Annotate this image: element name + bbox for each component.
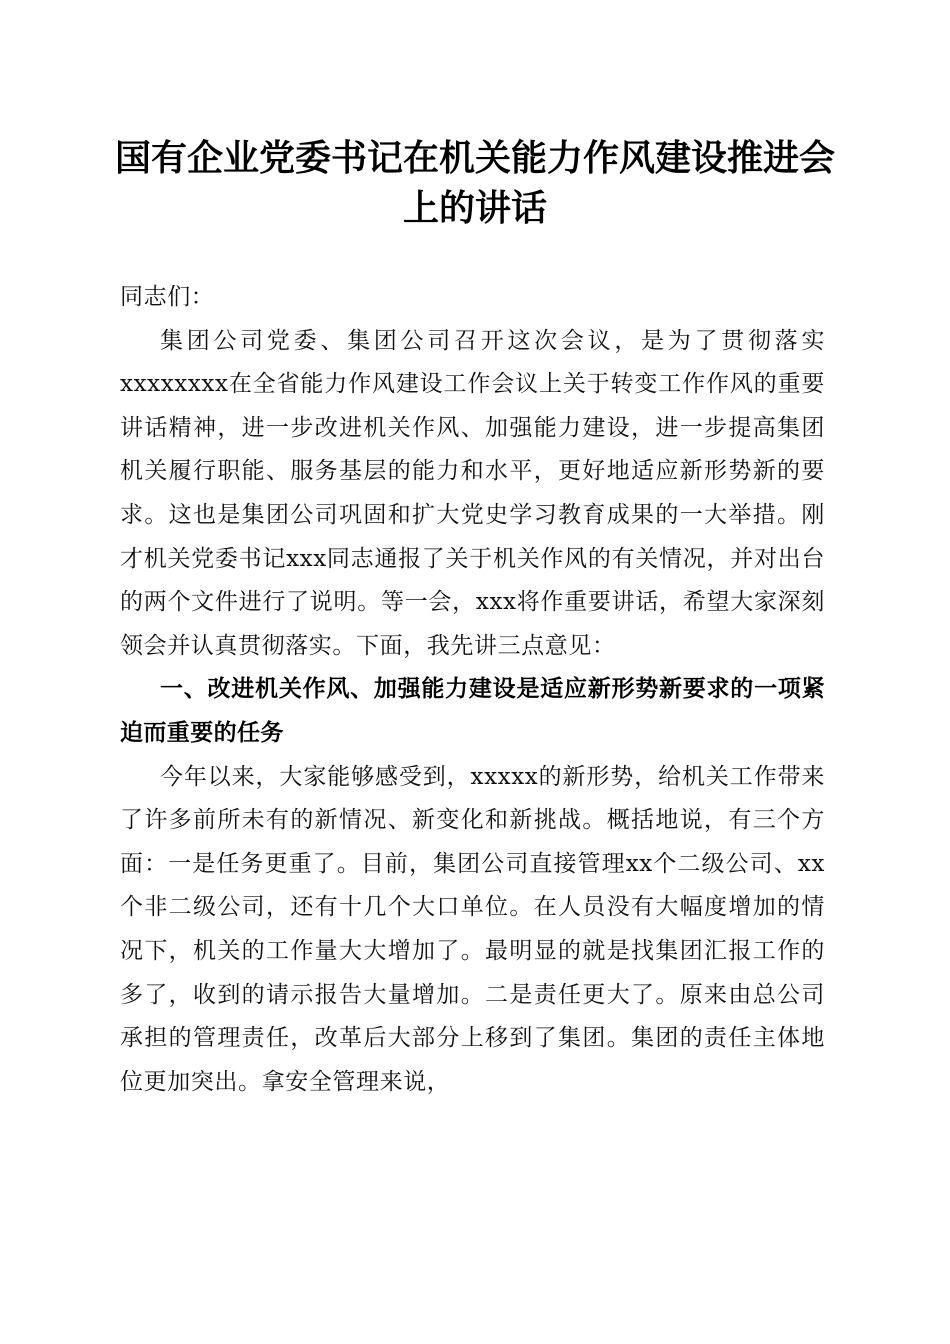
document-title: 国有企业党委书记在机关能力作风建设推进会上的讲话 <box>114 137 835 229</box>
salutation: 同志们： <box>120 284 215 310</box>
section-1-paragraph: 今年以来，大家能够感受到，xxxxx的新形势，给机关工作带来了许多前所未有的新情况、新变化和新挑战。概括地说，有三个方面：一是任务更重了。目前，集团公司直接管理xx个二级公司、xx个非二级公司，还有十几个大口单位。在人员没有大幅度增加的情况下，机关的工作量大大增加了。最明显的就是找集团汇报工作的多了，收到的请示报告大量增加。二是责任更大了。原来由总公司承担的管理责任，改革后大部分上移到了集团。集团的责任主体地位更加突出。拿安全管理来说， <box>120 763 825 1095</box>
intro-paragraph: 集团公司党委、集团公司召开这次会议，是为了贯彻落实xxxxxxxx在全省能力作风建设工作会议上关于转变工作作风的重要讲话精神，进一步改进机关作风、加强能力建设，进一步提高集团机关履行职能、服务基层的能力和水平，更好地适应新形势新的要求。这也是集团公司巩固和扩大党史学习教育成果的一大举措。刚才机关党委书记xxx同志通报了关于机关作风的有关情况，并对出台的两个文件进行了说明。等一会，xxx将作重要讲话，希望大家深刻领会并认真贯彻落实。下面，我先讲三点意见： <box>120 327 825 659</box>
document-body <box>120 276 825 1104</box>
section-heading-1: 一、改进机关作风、加强能力建设是适应新形势新要求的一项紧迫而重要的任务 <box>120 676 825 746</box>
